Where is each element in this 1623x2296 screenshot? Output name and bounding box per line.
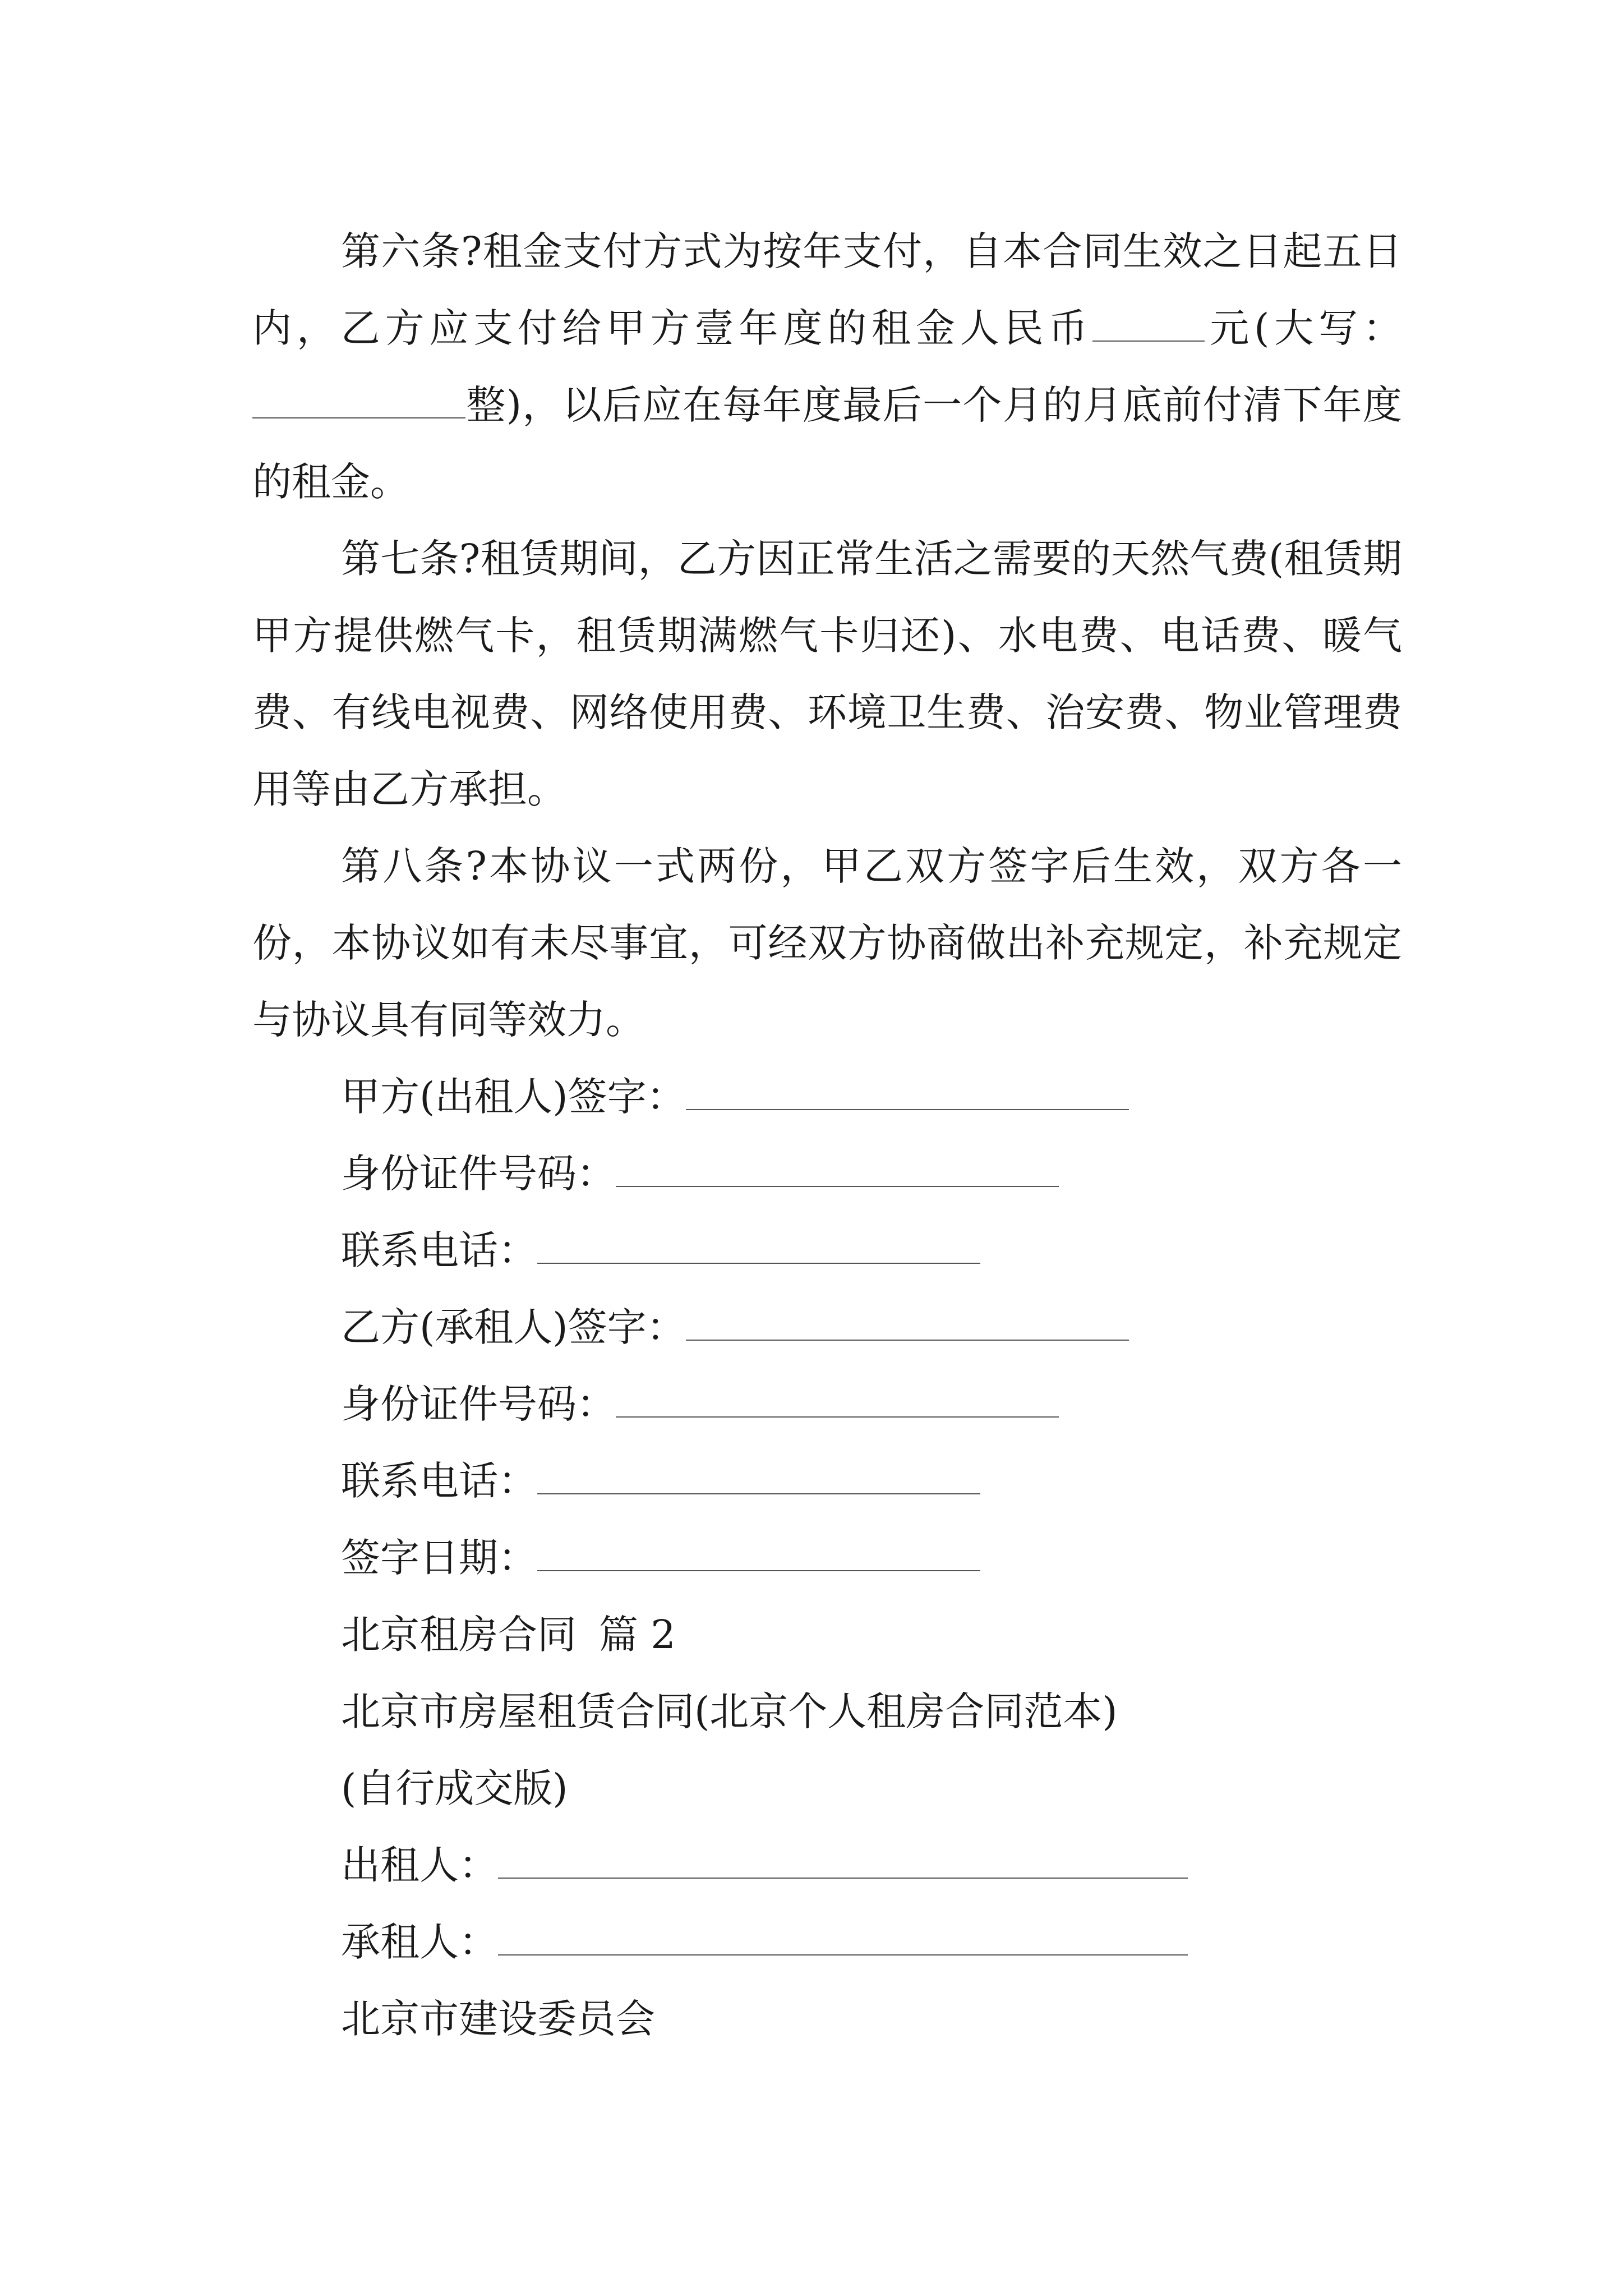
party-b-signature-row (252, 1289, 1402, 1366)
section-heading-title: 北京租房合同 (341, 1612, 577, 1658)
party-a-phone-row (252, 1212, 1402, 1289)
party-b-id-label: 身份证件号码： (341, 1381, 616, 1427)
rent-amount-words-blank[interactable] (252, 380, 465, 418)
article-6-text-3: 整)，以后应在每年度最后一个月的月底前付清下年度的租金。 (252, 382, 1402, 505)
article-6-text-1: 第六条?租金支付方式为按年支付，自本合同生效之日起五日内，乙方应支付给甲方壹年度的租金人民币 (252, 228, 1402, 351)
issuer: 北京市建设委员会 (341, 1996, 655, 2042)
sign-date-blank[interactable] (537, 1533, 980, 1571)
sign-date-label: 签字日期： (341, 1535, 537, 1581)
contract-title: 北京市房屋租赁合同(北京个人租房合同范本) (341, 1688, 1118, 1734)
party-a-id-row (252, 1135, 1402, 1212)
party-b-id-blank[interactable] (616, 1379, 1059, 1418)
party-a-signature-label: 甲方(出租人)签字： (341, 1074, 686, 1120)
party-a-phone-blank[interactable] (537, 1226, 980, 1264)
lessor-blank[interactable] (498, 1841, 1188, 1879)
sign-date-row (252, 1520, 1402, 1596)
rent-amount-blank[interactable] (1092, 303, 1205, 342)
lessor-row (252, 1827, 1402, 1904)
party-b-phone-blank[interactable] (537, 1456, 980, 1494)
party-b-id-row (252, 1366, 1402, 1443)
article-6 (252, 213, 1402, 521)
section-heading-part: 篇 2 (599, 1612, 676, 1658)
party-b-phone-row (252, 1443, 1402, 1520)
party-a-phone-label: 联系电话： (341, 1227, 537, 1273)
party-b-phone-label: 联系电话： (341, 1458, 537, 1504)
lessor-label: 出租人： (341, 1842, 498, 1888)
lessee-row (252, 1904, 1402, 1981)
party-b-signature-blank[interactable] (686, 1303, 1129, 1341)
party-a-id-blank[interactable] (616, 1149, 1059, 1187)
party-b-signature-label: 乙方(承租人)签字： (341, 1304, 686, 1350)
article-8: 第八条?本协议一式两份，甲乙双方签字后生效，双方各一份，本协议如有未尽事宜，可经双方协商做出补充规定，补充规定与协议具有同等效力。 (252, 843, 1402, 1043)
party-a-signature-row (252, 1059, 1402, 1135)
section-heading (252, 1596, 1402, 1673)
article-6-text-2: 元(大写： (1205, 305, 1403, 351)
party-a-signature-blank[interactable] (686, 1072, 1129, 1110)
lessee-blank[interactable] (498, 1917, 1188, 1955)
article-7: 第七条?租赁期间，乙方因正常生活之需要的天然气费(租赁期甲方提供燃气卡，租赁期满燃气卡归还)、水电费、电话费、暖气费、有线电视费、网络使用费、环境卫生费、治安费、物业管理费用等由乙方承担。 (252, 536, 1402, 812)
party-a-id-label: 身份证件号码： (341, 1151, 616, 1197)
contract-edition: (自行成交版) (341, 1765, 568, 1811)
lessee-label: 承租人： (341, 1919, 498, 1965)
document-page (252, 213, 1402, 2058)
